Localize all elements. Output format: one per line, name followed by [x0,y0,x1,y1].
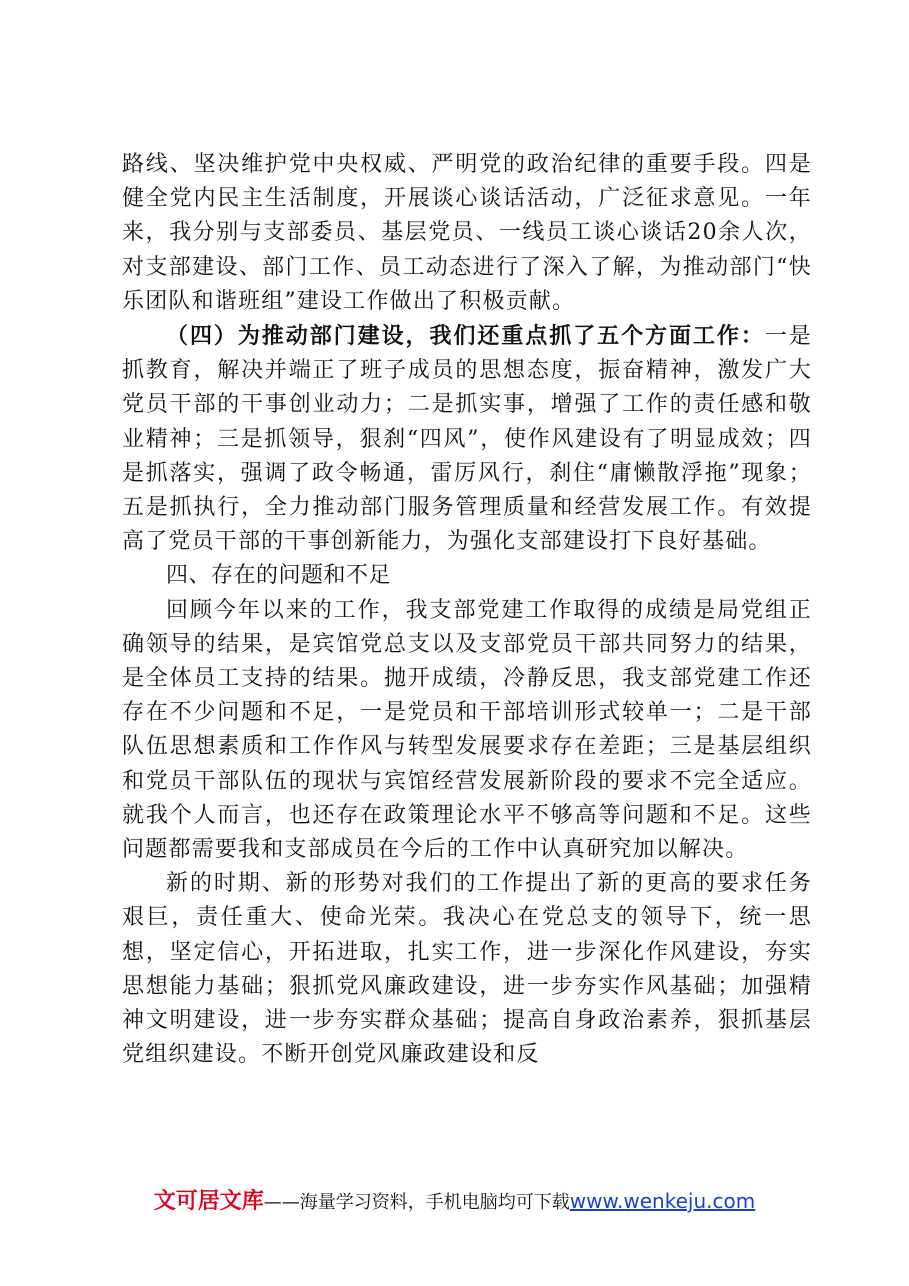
section-heading-problems: 四、存在的问题和不足 [166,563,392,589]
paragraph-2 [122,319,812,559]
footer-brand: 文可居文库 [153,1189,264,1214]
footer-tagline: ——海量学习资料，手机电脑均可下载 [263,1192,570,1213]
section-4-lead: （四）为推动部门建设，我们还重点抓了五个方面工作： [166,323,765,350]
paragraph-3: 回顾今年以来的工作，我支部党建工作取得的成绩是局党组正确领导的结果，是宾馆党总支以及支部党员干部共同努力的结果，是全体员工支持的结果。抛开成绩，冷静反思，我支部党建工作还存在不少问题和不足，一是党员和干部培训形式较单一；二是干部队伍思想素质和工作作风与转型发展要求存在差距；三是基层组织和党员干部队伍的现状与宾馆经营发展新阶段的要求不完全适应。就我个人而言，也还存在政策理论水平不够高等问题和不足。这些问题都需要我和支部成员在今后的工作中认真研究加以解决。 [122,597,812,863]
paragraph-1: 路线、坚决维护党中央权威、严明党的政治纪律的重要手段。四是健全党内民主生活制度，开展谈心谈话活动，广泛征求意见。一年来，我分别与支部委员、基层党员、一线员工谈心谈话20余人次，对支部建设、部门工作、员工动态进行了深入了解，为推动部门“快乐团队和谐班组”建设工作做出了积极贡献。 [122,152,812,314]
document-page [122,148,812,1072]
footer-url-link[interactable]: www.wenkeju.com [569,1189,756,1213]
page-footer [0,1184,909,1215]
section-4-body: 一是抓教育，解决并端正了班子成员的思想态度，振奋精神，激发广大党员干部的干事创业动力；二是抓实事，增强了工作的责任感和敬业精神；三是抓领导，狠刹“四风”，使作风建设有了明显成效；四是抓落实，强调了政令畅通，雷厉风行，刹住“庸懒散浮拖”现象；五是抓执行，全力推动部门服务管理质量和经营发展工作。有效提高了党员干部的干事创新能力，为强化支部建设打下良好基础。 [122,324,812,555]
paragraph-4: 新的时期、新的形势对我们的工作提出了新的更高的要求任务艰巨，责任重大、使命光荣。我决心在党总支的领导下，统一思想，坚定信心，开拓进取，扎实工作，进一步深化作风建设，夯实思想能力基础；狠抓党风廉政建设，进一步夯实作风基础；加强精神文明建设，进一步夯实群众基础；提高自身政治素养，狠抓基层党组织建设。不断开创党风廉政建设和反 [122,871,812,1068]
